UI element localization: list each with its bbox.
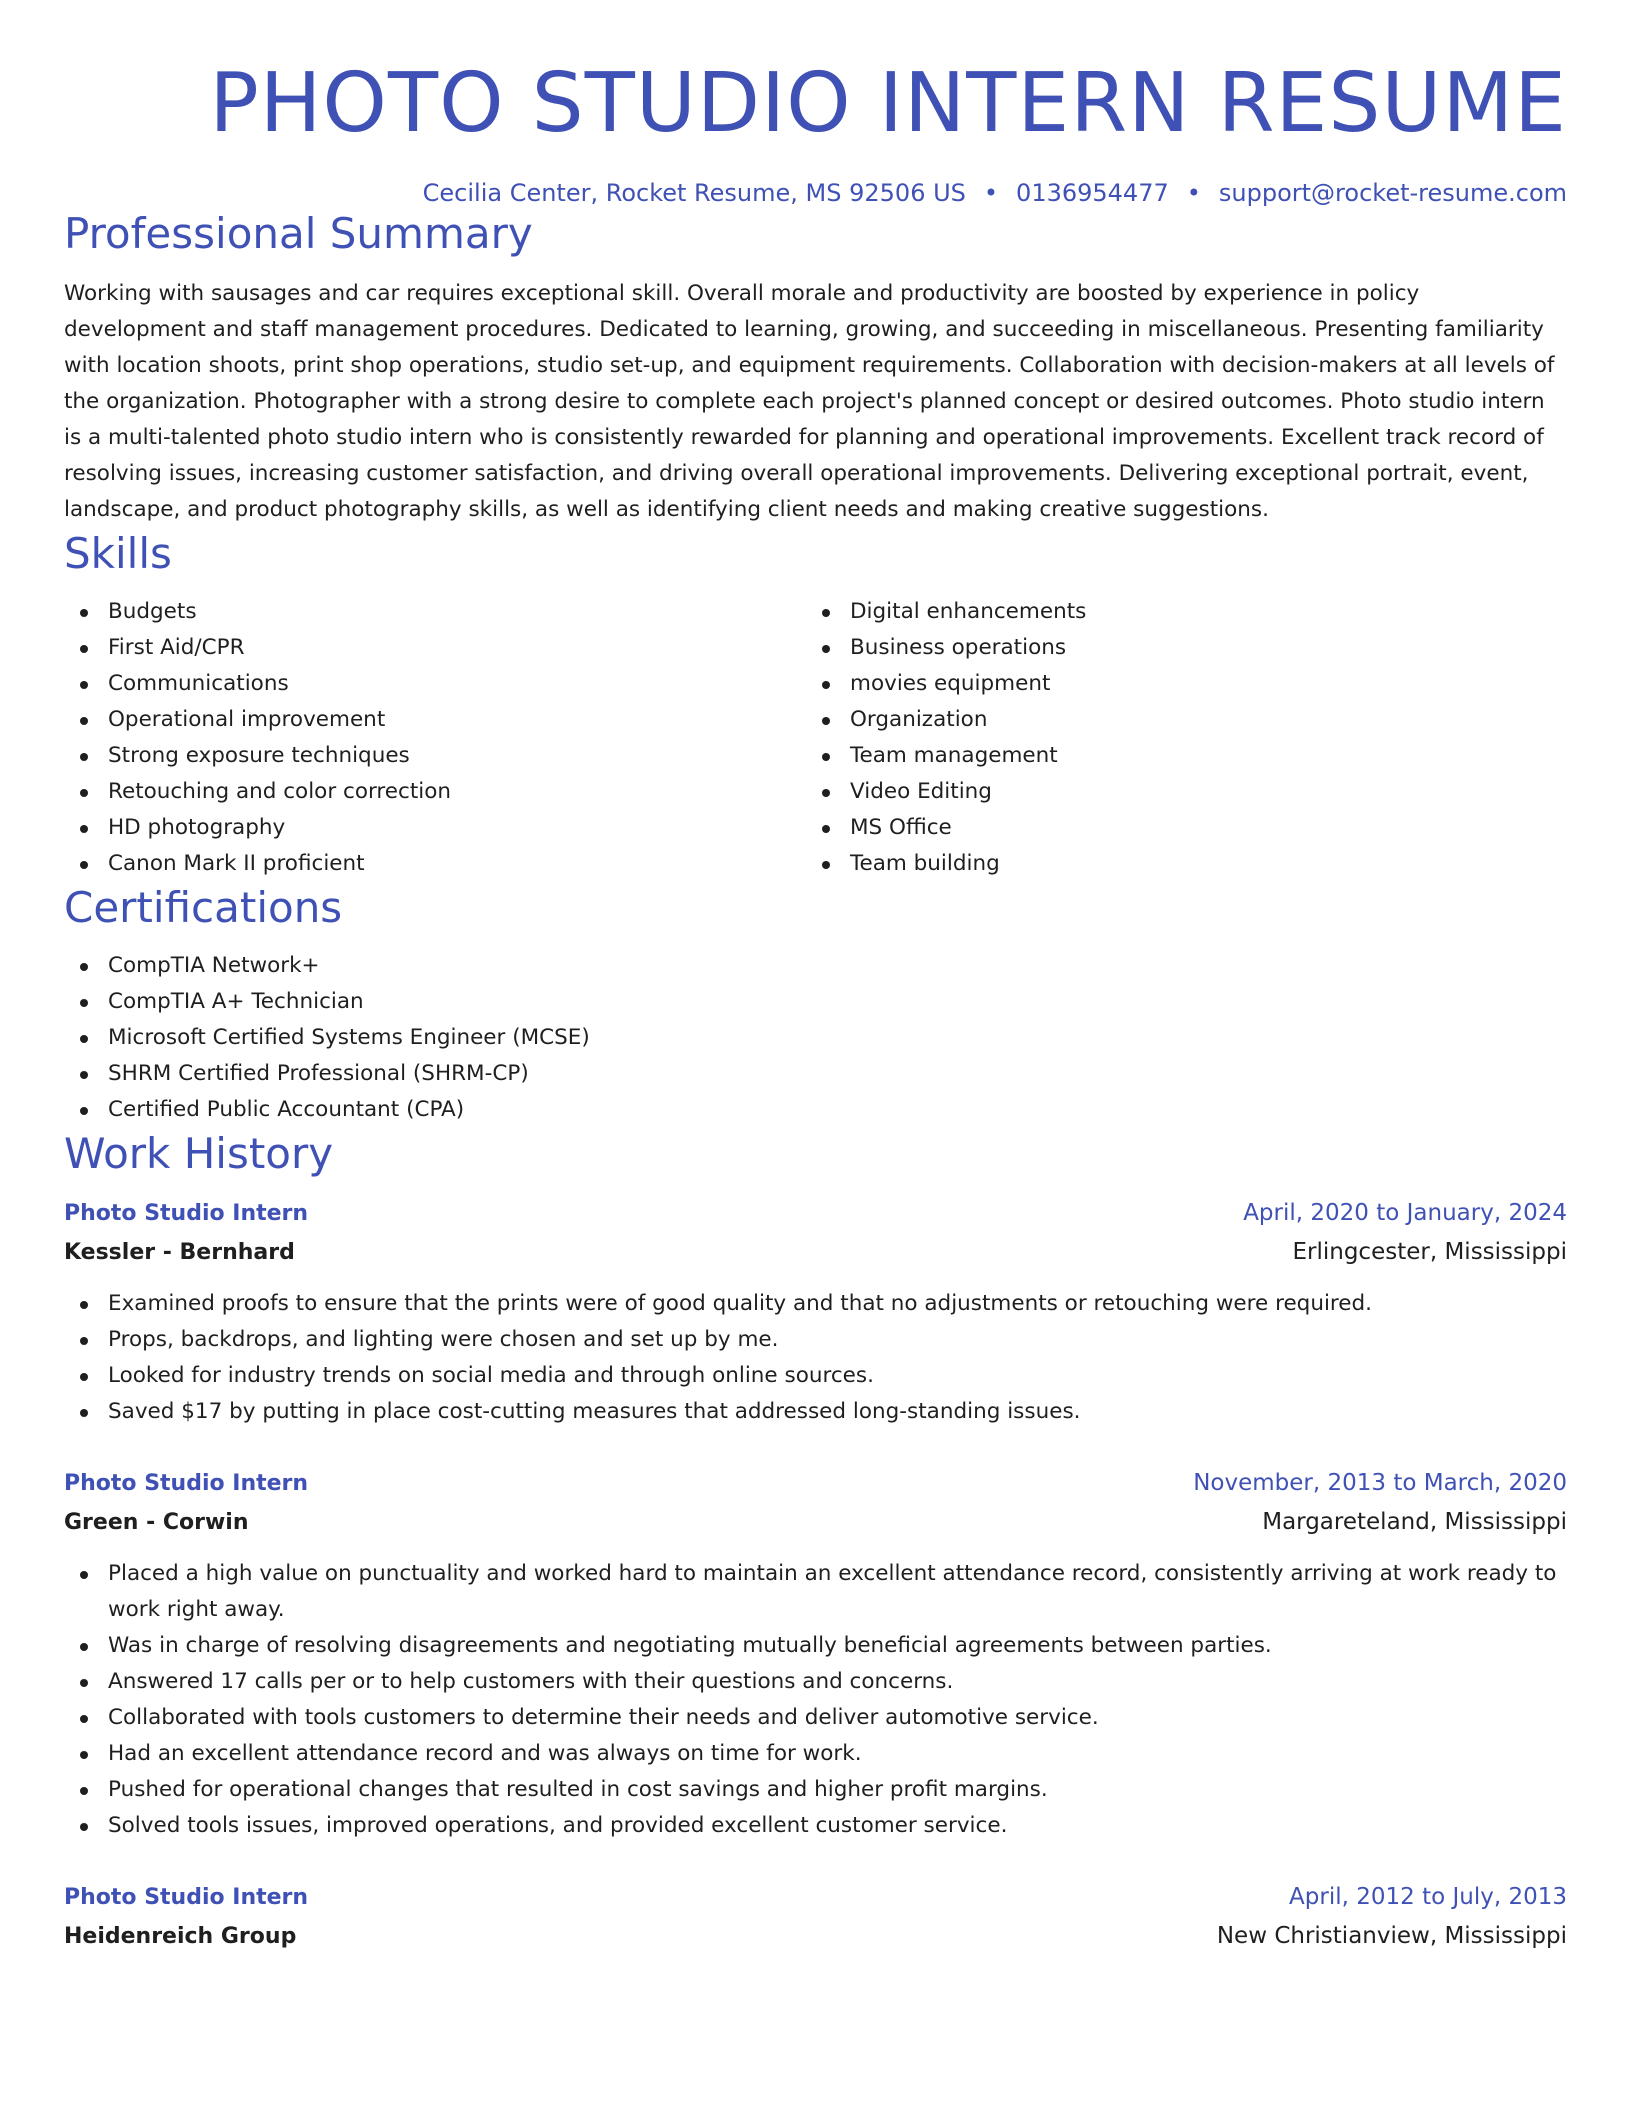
contact-phone: 0136954477 — [1016, 179, 1169, 207]
skill-item: Team management — [806, 738, 1548, 774]
skill-item: Business operations — [806, 630, 1548, 666]
skill-item: Digital enhancements — [806, 594, 1548, 630]
job-dates: April, 2020 to January, 2024 — [1243, 1200, 1567, 1226]
job-location: Margareteland, Mississippi — [1262, 1509, 1567, 1535]
certification-item: Microsoft Certified Systems Engineer (MCSE) — [64, 1020, 1567, 1056]
contact-separator: • — [1186, 179, 1201, 207]
skill-item: Canon Mark II proficient — [64, 846, 806, 882]
job-title: Photo Studio Intern — [64, 1471, 309, 1496]
section-heading-summary: Professional Summary — [64, 209, 533, 258]
skill-item: Communications — [64, 666, 806, 702]
certification-item: Certified Public Accountant (CPA) — [64, 1092, 1567, 1128]
job-location: Erlingcester, Mississippi — [1292, 1239, 1567, 1265]
job-bullet: Props, backdrops, and lighting were chosen and set up by me. — [64, 1322, 1567, 1358]
job-dates: November, 2013 to March, 2020 — [1193, 1470, 1567, 1496]
job-bullet: Looked for industry trends on social media and through online sources. — [64, 1358, 1567, 1394]
job-entry — [64, 1194, 1567, 1430]
contact-line — [64, 178, 1567, 208]
job-company-row — [64, 1233, 1567, 1272]
job-bullet: Answered 17 calls per or to help customers with their questions and concerns. — [64, 1664, 1567, 1700]
skill-item: movies equipment — [806, 666, 1548, 702]
job-location: New Christianview, Mississippi — [1216, 1923, 1567, 1949]
job-title: Photo Studio Intern — [64, 1201, 309, 1226]
job-company-row — [64, 1917, 1567, 1956]
skill-item: Retouching and color correction — [64, 774, 806, 810]
job-bullet: Solved tools issues, improved operations, and provided excellent customer service. — [64, 1808, 1567, 1844]
job-company: Kessler - Bernhard — [64, 1240, 295, 1265]
job-bullet: Examined proofs to ensure that the prints were of good quality and that no adjustments or retouching were required. — [64, 1286, 1567, 1322]
job-bullets — [64, 1286, 1567, 1430]
job-header-row — [64, 1194, 1567, 1233]
skill-item: Strong exposure techniques — [64, 738, 806, 774]
section-heading-skills: Skills — [64, 529, 172, 578]
contact-address: Cecilia Center, Rocket Resume, MS 92506 US — [422, 179, 966, 207]
job-bullet: Had an excellent attendance record and was always on time for work. — [64, 1736, 1567, 1772]
job-bullet: Was in charge of resolving disagreements and negotiating mutually beneficial agreements between parties. — [64, 1628, 1567, 1664]
contact-separator: • — [983, 179, 999, 207]
summary-text: Working with sausages and car requires exceptional skill. Overall morale and productivity are boosted by experience in policy development and staff management procedures. Dedicated to learning, growing, and succeeding in miscellaneous. Presenting familiarity with location shoots, print shop operations, studio set-up, and equipment requirements. Collaboration with decision-makers at all levels of the organization. Photographer with a strong desire to complete each project's planned concept or desired outcomes. Photo studio intern is a multi-talented photo studio intern who is consistently rewarded for planning and operational improvements. Excellent track record of resolving issues, increasing customer satisfaction, and driving overall operational improvements. Delivering exceptional portrait, event, landscape, and product photography skills, as well as identifying client needs and making creative suggestions. — [64, 281, 1555, 522]
job-title: Photo Studio Intern — [64, 1885, 309, 1910]
skill-item: HD photography — [64, 810, 806, 846]
skills-column-left — [64, 594, 806, 882]
skill-item: MS Office — [806, 810, 1548, 846]
skills-list — [64, 594, 1567, 882]
job-bullet: Saved $17 by putting in place cost-cutting measures that addressed long-standing issues. — [64, 1394, 1567, 1430]
job-header-row — [64, 1464, 1567, 1503]
job-bullet: Pushed for operational changes that resulted in cost savings and higher profit margins. — [64, 1772, 1567, 1808]
job-company: Heidenreich Group — [64, 1924, 297, 1949]
skill-item: Operational improvement — [64, 702, 806, 738]
skill-item: Team building — [806, 846, 1548, 882]
job-company-row — [64, 1503, 1567, 1542]
contact-email: support@rocket-resume.com — [1218, 179, 1567, 207]
certification-item: CompTIA Network+ — [64, 948, 1567, 984]
skill-item: First Aid/CPR — [64, 630, 806, 666]
section-heading-work-history: Work History — [64, 1129, 334, 1178]
certification-item: SHRM Certified Professional (SHRM-CP) — [64, 1056, 1567, 1092]
skills-column-right — [806, 594, 1548, 882]
certification-item: CompTIA A+ Technician — [64, 984, 1567, 1020]
job-bullet: Placed a high value on punctuality and worked hard to maintain an excellent attendance record, consistently arriving at work ready to work right away. — [64, 1556, 1567, 1628]
skill-item: Budgets — [64, 594, 806, 630]
section-heading-certifications: Certifications — [64, 883, 343, 932]
job-entry — [64, 1878, 1567, 1956]
skill-item: Video Editing — [806, 774, 1548, 810]
job-dates: April, 2012 to July, 2013 — [1289, 1884, 1567, 1910]
job-header-row — [64, 1878, 1567, 1917]
job-bullets — [64, 1556, 1567, 1844]
resume-page — [64, 0, 1567, 1956]
job-bullet: Collaborated with tools customers to determine their needs and deliver automotive service. — [64, 1700, 1567, 1736]
resume-title: PHOTO STUDIO INTERN RESUME — [209, 56, 1567, 151]
skill-item: Organization — [806, 702, 1548, 738]
job-entry — [64, 1464, 1567, 1844]
certifications-list — [64, 948, 1567, 1128]
job-company: Green - Corwin — [64, 1510, 249, 1535]
